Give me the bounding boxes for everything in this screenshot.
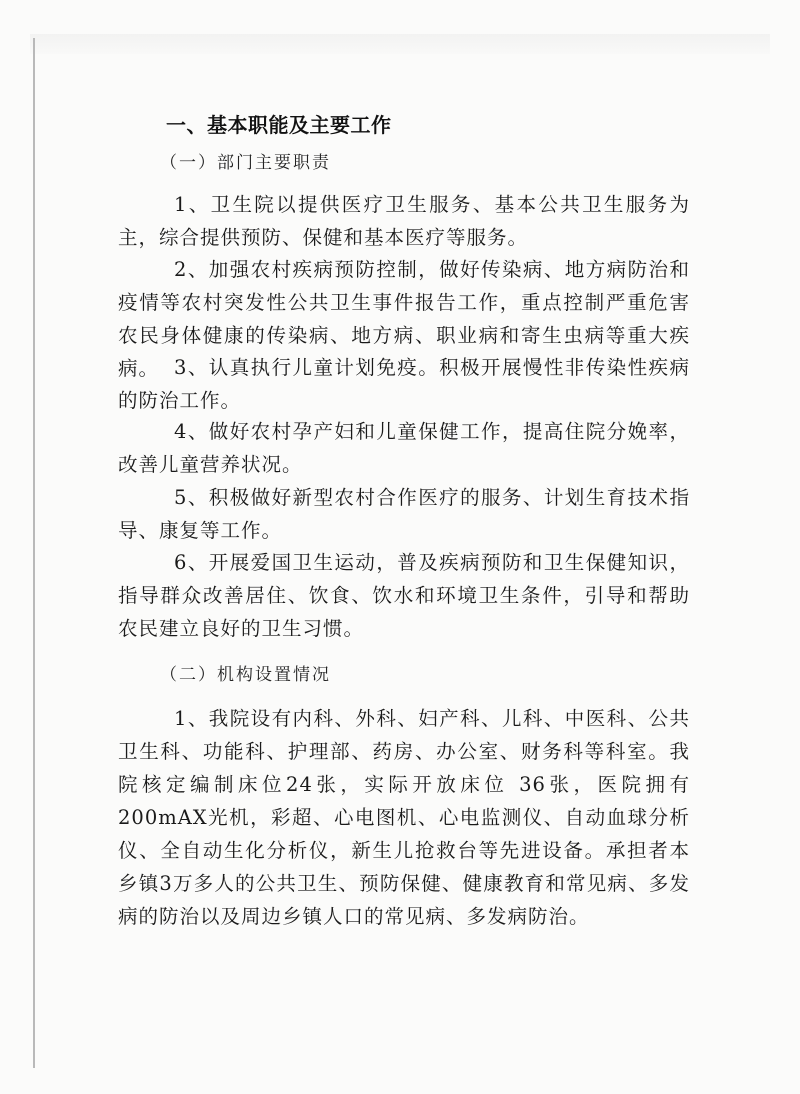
duty-paragraph: 5、积极做好新型农村合作医疗的服务、计划生育技术指导、康复等工作。 — [118, 486, 690, 542]
duty-paragraph: 6、开展爱国卫生运动，普及疾病预防和卫生保健知识，指导群众改善居住、饮食、饮水和环境卫生条件，引导和帮助农民建立良好的卫生习惯。 — [118, 551, 690, 640]
organization-paragraph: 1、我院设有内科、外科、妇产科、儿科、中医科、公共卫生科、功能科、护理部、药房、办公室、财务科等科室。我院核定编制床位24张，实际开放床位 36张，医院拥有200mAX光机，彩超、心电图机、心电监测仪、自动血球分析仪、全自动生化分析仪，新生儿抢救台等先进设备。承担者本乡镇3万多人的公共卫生、预防保健、健康教育和常见病、多发病的防治以及周边乡镇人口的常见病、多发病防治。 — [118, 707, 690, 928]
duty-paragraph: 3、认真执行儿童计划免疫。积极开展慢性非传染性疾病的防治工作。 — [118, 356, 690, 412]
section-heading: 一、基本职能及主要工作 — [166, 113, 392, 137]
subsection-heading-organization: （二）机构设置情况 — [160, 665, 331, 685]
page-edge-line — [33, 38, 35, 1068]
duty-paragraph: 1、卫生院以提供医疗卫生服务、基本公共卫生服务为主，综合提供预防、保健和基本医疗等服务。 — [118, 193, 690, 249]
duty-paragraph: 2、加强农村疾病预防控制，做好传染病、地方病防治和疫情等农村突发性公共卫生事件报告工作，重点控制严重危害农民身体健康的传染病、地方病、职业病和寄生虫病等重大疾病。 — [118, 258, 690, 380]
duty-paragraph: 4、做好农村孕产妇和儿童保健工作，提高住院分娩率，改善儿童营养状况。 — [118, 420, 690, 476]
subsection-heading-duties: （一）部门主要职责 — [160, 153, 331, 173]
scan-shadow — [30, 34, 770, 54]
